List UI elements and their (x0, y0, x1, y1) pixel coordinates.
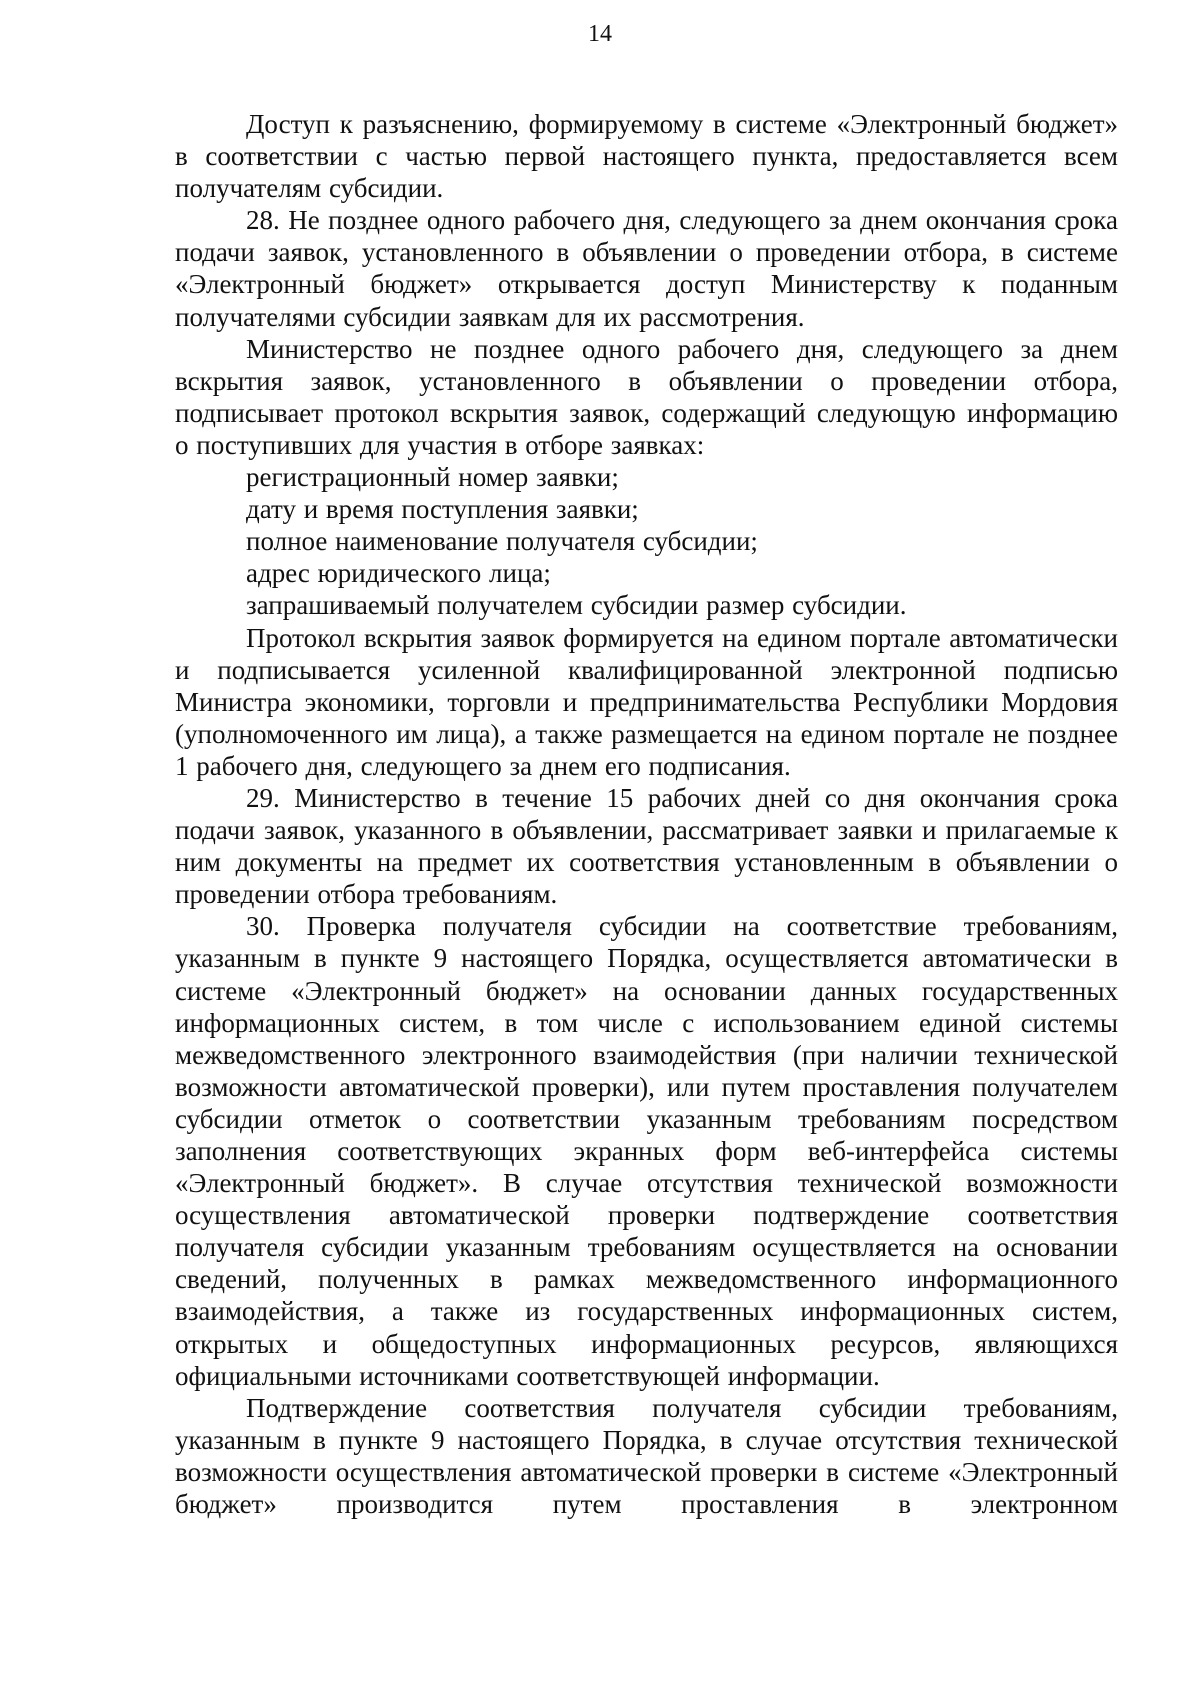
paragraph-item-29: 29. Министерство в течение 15 рабочих дней со дня окончания срока подачи заявок, указанного в объявлении, рассматривает заявки и прилагаемые к ним документы на предмет их соответствия установленным в объявлении о проведении отбора требованиям. (175, 782, 1118, 910)
paragraph-opening-protocol: Министерство не позднее одного рабочего дня, следующего за днем вскрытия заявок, установленного в объявлении о проведении отбора, подписывает протокол вскрытия заявок, содержащий следующую информацию о поступивших для участия в отборе заявках: (175, 333, 1118, 460)
list-item-legal-address: адрес юридического лица; (246, 558, 551, 589)
document-body (175, 108, 1118, 1520)
page-number: 14 (588, 21, 612, 47)
list-item-full-name: полное наименование получателя субсидии; (246, 526, 758, 557)
paragraph-item-30: 30. Проверка получателя субсидии на соответствие требованиям, указанным в пункте 9 настоящего Порядка, осуществляется автоматически в системе «Электронный бюджет» на основании данных государственных информационных систем, в том числе с использованием единой системы межведомственного электронного взаимодействия (при наличии технической возможности автоматической проверки), или путем проставления получателем субсидии отметок о соответствии указанным требованиям посредством заполнения соответствующих экранных форм веб-интерфейса системы «Электронный бюджет». В случае отсутствия технической возможности осуществления автоматической проверки подтверждение соответствия получателя субсидии указанным требованиям осуществляется на основании сведений, полученных в рамках межведомственного информационного взаимодействия, а также из государственных информационных систем, открытых и общедоступных информационных ресурсов, являющихся официальными источниками соответствующей информации. (175, 911, 1118, 1391)
paragraph-explanation-access: Доступ к разъяснению, формируемому в системе «Электронный бюджет» в соответствии с частью первой настоящего пункта, предоставляется всем получателям субсидии. (175, 109, 1118, 204)
list-item-date-time: дату и время поступления заявки; (246, 494, 639, 525)
paragraph-item-28: 28. Не позднее одного рабочего дня, следующего за днем окончания срока подачи заявок, установленного в объявлении о проведении отбора, в системе «Электронный бюджет» открывается доступ Министерству к поданным получателями субсидии заявкам для их рассмотрения. (175, 205, 1118, 332)
list-item-registration-number: регистрационный номер заявки; (246, 462, 619, 493)
paragraph-confirmation: Подтверждение соответствия получателя субсидии требованиям, указанным в пункте 9 настоящего Порядка, в случае отсутствия технической возможности осуществления автоматической проверки в системе «Электронный бюджет» производится путем проставления в электронном (175, 1392, 1118, 1520)
list-item-requested-amount: запрашиваемый получателем субсидии размер субсидии. (246, 590, 907, 621)
paragraph-protocol-formation: Протокол вскрытия заявок формируется на едином портале автоматически и подписывается усиленной квалифицированной электронной подписью Министра экономики, торговли и предпринимательства Республики Мордовия (уполномоченного им лица), а также размещается на едином портале не позднее 1 рабочего дня, следующего за днем его подписания. (175, 622, 1118, 781)
